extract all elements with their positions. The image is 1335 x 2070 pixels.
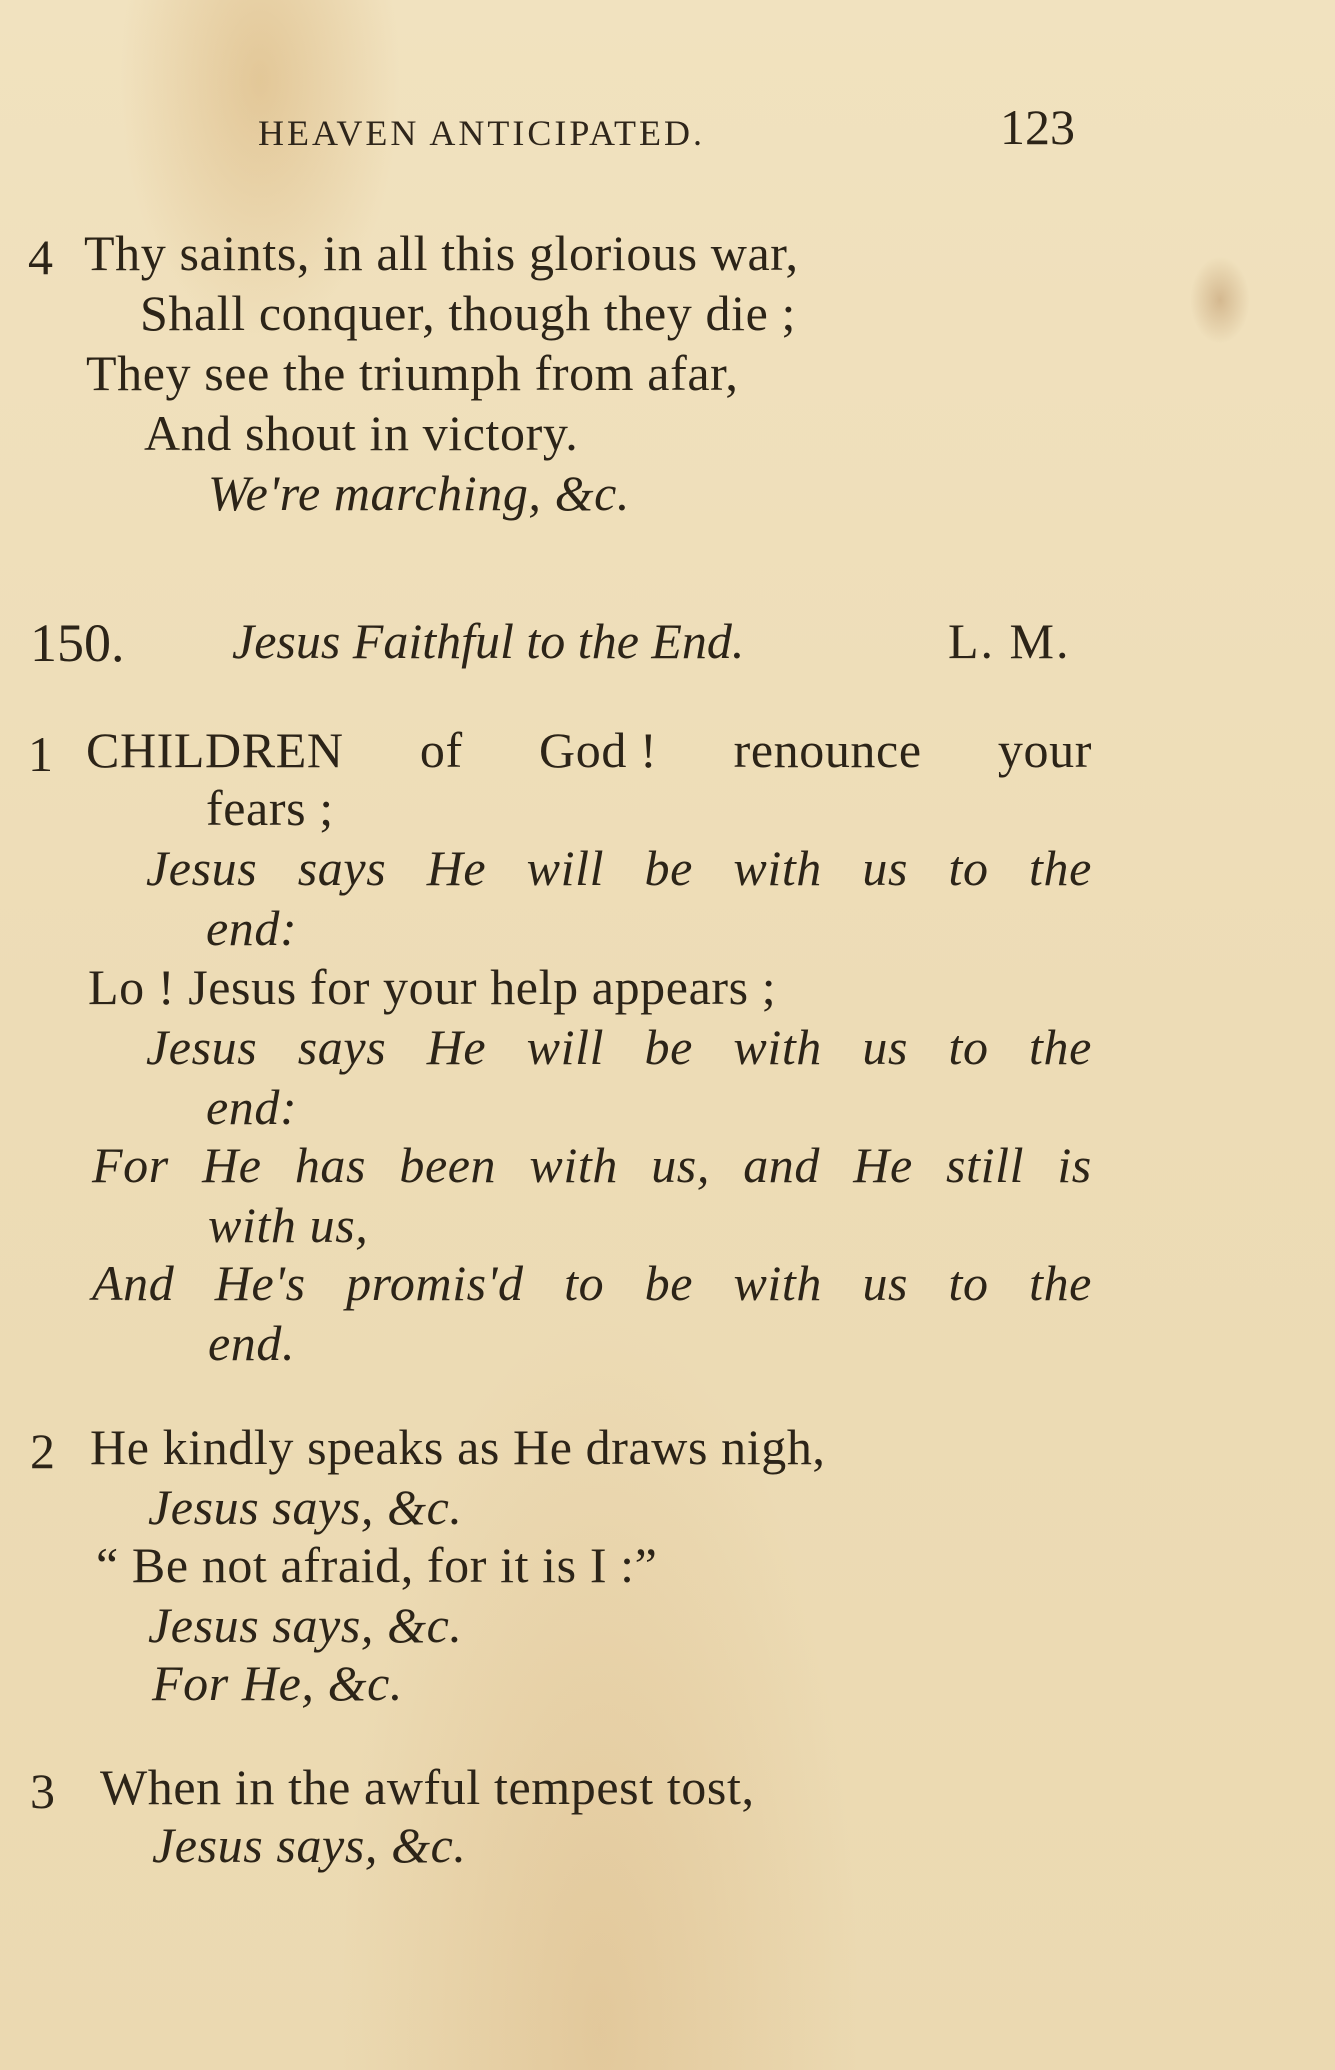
word: with [733,1255,822,1311]
word: the [1029,1255,1092,1311]
verse4-line-2: Shall conquer, though they die ; [140,285,796,341]
verse1-refrain-b [146,1019,1092,1075]
word: and [743,1137,821,1193]
word: us, [651,1137,710,1193]
verse1-refrain-a [146,840,1092,896]
word: Jesus [146,840,258,896]
word: with [733,1019,822,1075]
word: He [202,1137,262,1193]
word: He [426,840,487,896]
word: promis'd [346,1255,524,1311]
word: with [733,840,822,896]
verse1-chorus-1 [92,1137,1092,1193]
verse1-line-1 [86,722,1092,778]
word: the [1029,1019,1092,1075]
verse4-line-1: Thy saints, in all this glorious war, [84,225,799,281]
page-number: 123 [1000,99,1075,155]
verse1-chorus-2 [92,1255,1092,1311]
verse4-line-4: And shout in victory. [144,405,579,461]
word: to [564,1255,605,1311]
verse-number-4: 4 [28,229,53,285]
word: renounce [733,722,922,778]
verse-number-2: 2 [30,1423,55,1479]
verse1-refrain-b-cont: end: [206,1079,298,1135]
word: still [946,1137,1025,1193]
word: CHILDREN [86,722,344,778]
word: to [948,840,989,896]
verse2-ref-1: Jesus says, &c. [148,1479,463,1535]
word: says [297,1019,387,1075]
verse1-chorus-2-cont: end. [208,1315,296,1371]
verse2-line-1: He kindly speaks as He draws nigh, [90,1419,826,1475]
word: God ! [539,722,658,778]
word: He's [214,1255,306,1311]
word: with [529,1137,618,1193]
word: For [92,1137,169,1193]
word: us [862,1019,909,1075]
word: be [644,840,693,896]
word: has [294,1137,367,1193]
word: will [526,840,605,896]
hymn-title: Jesus Faithful to the End. [232,613,745,669]
word: is [1057,1137,1092,1193]
verse4-chorus-ref: We're marching, &c. [208,465,631,521]
word: your [997,722,1092,778]
word: He [426,1019,487,1075]
verse2-line-2: “ Be not afraid, for it is I :” [96,1537,658,1593]
verse1-chorus-1-cont: with us, [208,1197,369,1253]
verse-number-3: 3 [30,1763,55,1819]
verse3-ref-1: Jesus says, &c. [152,1817,467,1873]
hymn-meter: L. M. [948,613,1071,669]
word: He [853,1137,913,1193]
verse2-ref-2: Jesus says, &c. [148,1597,463,1653]
word: to [948,1019,989,1075]
verse1-line-2: Lo ! Jesus for your help appears ; [88,959,777,1015]
word: says [297,840,387,896]
verse3-line-1: When in the awful tempest tost, [100,1759,755,1815]
word: been [399,1137,497,1193]
word: us [862,1255,909,1311]
word: be [644,1255,694,1311]
word: us [862,840,909,896]
verse1-refrain-a-cont: end: [206,900,298,956]
verse-number-1: 1 [28,726,53,782]
running-header-title: HEAVEN ANTICIPATED. [258,113,706,153]
word: be [644,1019,693,1075]
hymn-number: 150. [30,613,125,673]
verse4-line-3: They see the triumph from afar, [86,345,739,401]
word: of [419,722,463,778]
word: Jesus [146,1019,258,1075]
word: And [92,1255,175,1311]
word: the [1029,840,1092,896]
verse1-line-1-cont: fears ; [206,780,334,836]
verse2-ref-3: For He, &c. [152,1655,403,1711]
word: will [526,1019,605,1075]
word: to [948,1255,989,1311]
